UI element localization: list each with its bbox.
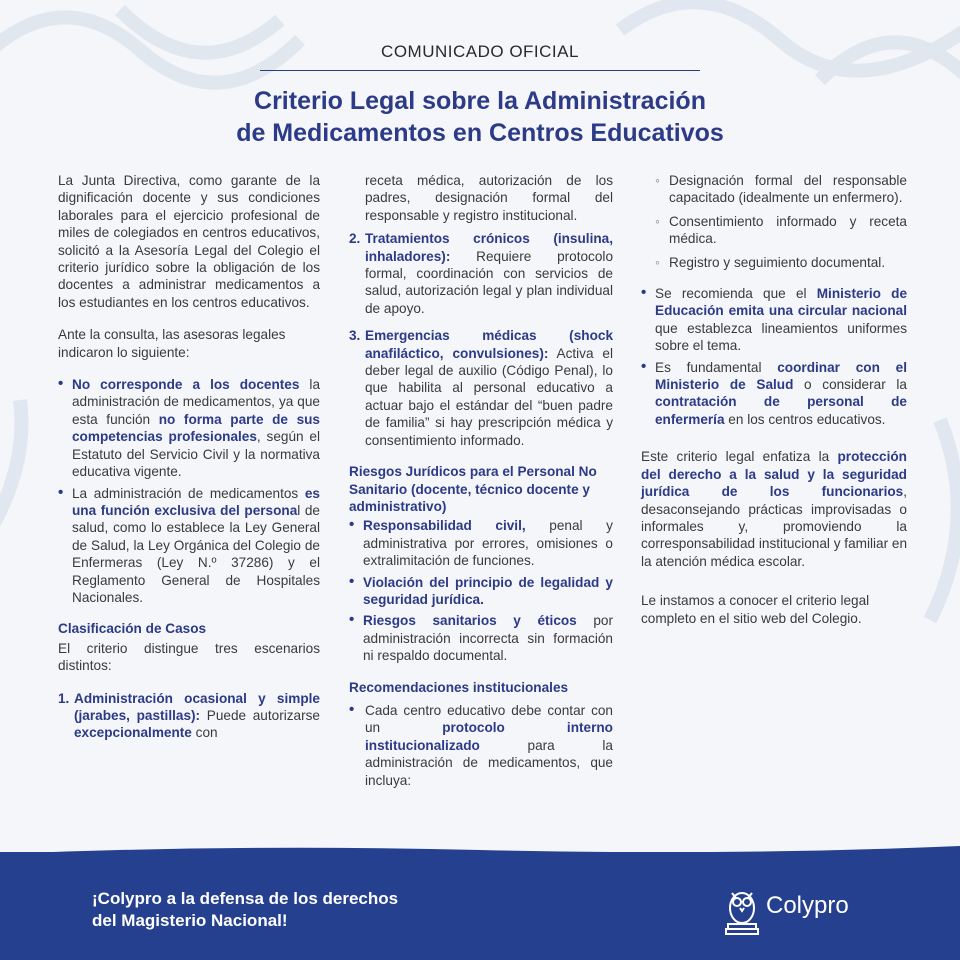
sub-item-1: ◦ Designación formal del responsable capacitado (idealmente un enfermero). <box>655 172 907 207</box>
recomendaciones-list-cont <box>641 285 907 428</box>
protocol-sublist <box>655 172 907 271</box>
finding-2: • La administración de medicamentos es una función exclusiva del personal de salud, como lo establece la Ley General de Salud, la Ley Orgánica del Colegio de Enfermeras (Ley N.º 37286) y el Reglamento General de Hospitales Nacionales. <box>58 485 320 607</box>
header <box>0 42 960 149</box>
logo-wordmark: Colypro <box>766 892 849 919</box>
owl-on-books-icon <box>722 878 766 938</box>
finding-1: • No corresponde a los docentes la administración de medicamentos, ya que esta función no forma parte de sus competencias profesionales, según el Estatuto del Servicio Civil y la normativa educativa vigente. <box>58 376 320 480</box>
column-2 <box>349 172 613 801</box>
footer-slogan <box>92 888 398 932</box>
colypro-logo <box>722 878 882 938</box>
intro-paragraph: La Junta Directiva, como garante de la dignificación docente y sus condiciones laborales para el ejercicio profesional de miles de colegiados en centros educativos, solicitó a la Asesoría Legal del Colegio el criterio jurídico sobre la obligación de los docentes a administrar medicamentos a los estudiantes en los centros educativos. <box>58 173 320 310</box>
riesgo-3: • Riesgos sanitarios y éticos por administración incorrecta sin formación ni respaldo documental. <box>349 612 613 664</box>
consulta-paragraph: Ante la consulta, las asesoras legales indicaron lo siguiente: <box>58 327 286 360</box>
case-3: 3. Emergencias médicas (shock anafiláctico, convulsiones): Activa el deber legal de auxilio (Código Penal), lo que habilita al personal educativo a actuar bajo el estándar del “buen padre de familia” si hay prescripción médica y consentimiento informado. <box>349 328 614 448</box>
sub-item-2: ◦ Consentimiento informado y receta médica. <box>655 213 907 248</box>
cases-list-cont <box>349 230 613 449</box>
conclusion-paragraph: Este criterio legal enfatiza la protección del derecho a la salud y la seguridad jurídica de los funcionarios, desaconsejando prácticas improvisadas o informales y, promoviendo la corresponsabilidad institucional y familiar en la atención médica escolar. <box>641 449 907 569</box>
recomendaciones-list <box>349 702 613 789</box>
column-3 <box>641 172 907 642</box>
sub-item-3: ◦ Registro y seguimiento documental. <box>655 254 907 271</box>
case-2: 2. Tratamientos crónicos (insulina, inhaladores): Requiere protocolo formal, coordinación con servicios de salud, autorización legal y plan individual de apoyo. <box>349 231 613 316</box>
body-columns <box>58 172 908 842</box>
findings-list <box>58 376 320 606</box>
slogan-line-2: del Magisterio Nacional! <box>92 911 288 930</box>
column-1 <box>58 172 320 754</box>
title-line-2: de Medicamentos en Centros Educativos <box>236 119 724 147</box>
riesgos-heading: Riesgos Jurídicos para el Personal No Sanitario (docente, técnico docente y administrativo) <box>349 464 597 514</box>
footer-banner <box>0 852 960 960</box>
kicker: COMUNICADO OFICIAL <box>260 42 700 71</box>
riesgo-2: • Violación del principio de legalidad y seguridad jurídica. <box>349 574 613 609</box>
clasificacion-text: El criterio distingue tres escenarios distintos: <box>58 640 320 674</box>
recomendacion-1: • Cada centro educativo debe contar con un protocolo interno institucionalizado para la administración de medicamentos, que incluya: <box>349 702 613 789</box>
case-1: 1. Administración ocasional y simple (jarabes, pastillas): Puede autorizarse excepcionalmente con <box>58 690 320 741</box>
recomendacion-3: • Es fundamental coordinar con el Ministerio de Salud o considerar la contratación de personal de enfermería en los centros educativos. <box>641 359 907 429</box>
riesgos-list <box>349 517 613 664</box>
recomendaciones-heading: Recomendaciones institucionales <box>349 679 569 695</box>
cases-list-start <box>58 690 320 742</box>
page-title <box>0 85 960 149</box>
case-1-continued: receta médica, autorización de los padres, designación formal del responsable y registro institucional. <box>365 173 613 223</box>
riesgo-1: • Responsabilidad civil, penal y administrativa por errores, omisiones o extralimitación de funciones. <box>349 517 613 569</box>
closing-paragraph: Le instamos a conocer el criterio legal completo en el sitio web del Colegio. <box>641 593 870 626</box>
recomendacion-2: • Se recomienda que el Ministerio de Educación emita una circular nacional que establezca lineamientos uniformes sobre el tema. <box>641 285 907 355</box>
slogan-line-1: ¡Colypro a la defensa de los derechos <box>92 889 399 908</box>
title-line-1: Criterio Legal sobre la Administración <box>254 87 706 115</box>
clasificacion-heading: Clasificación de Casos <box>58 621 207 637</box>
